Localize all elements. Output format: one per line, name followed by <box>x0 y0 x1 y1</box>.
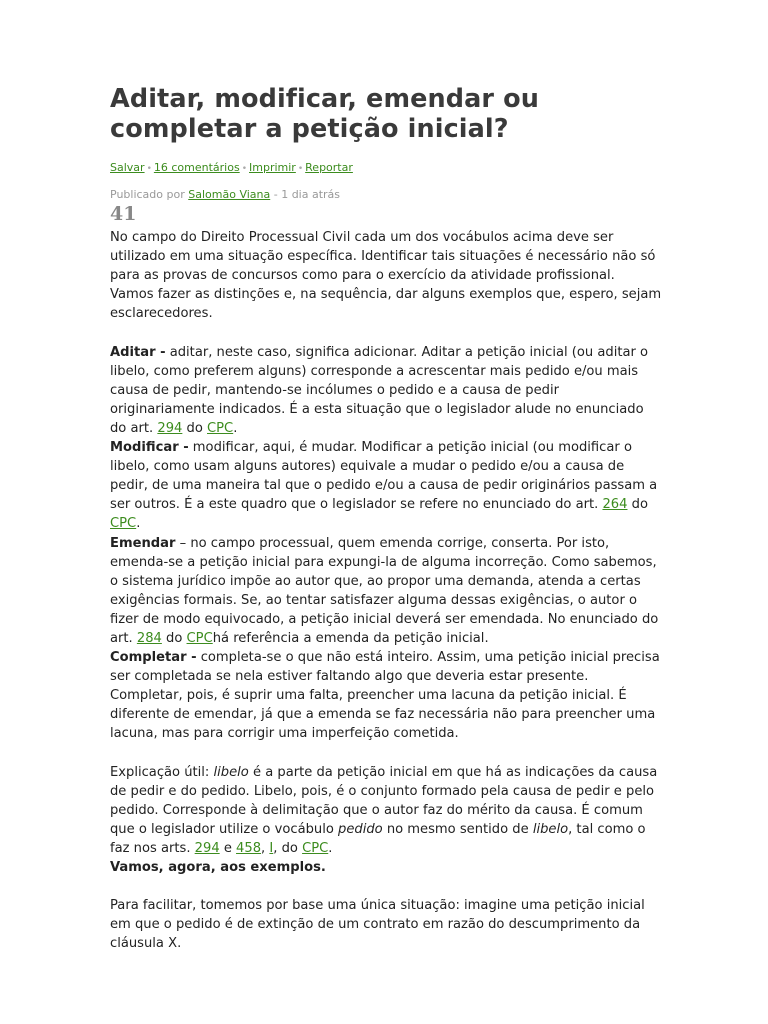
art-458-link[interactable]: 458 <box>236 841 262 856</box>
term-libelo: libelo <box>213 764 249 780</box>
art-294-link[interactable]: 294 <box>157 420 183 436</box>
explicacao-paragraph: Explicação útil: libelo é a parte da petição inicial em que há as indicações da causa de pedir e do pedido. Libelo, pois, é o conjunto formado pela causa de pedir e pelo pedido. Corresponde à delimitação que o autor faz do mérito da causa. É comum que o legislador utilize o vocábulo pedido no mesmo sentido de libelo, tal como o faz nos arts. 294 e 458, I, do CPC. <box>110 764 658 856</box>
article <box>110 84 662 954</box>
emendar-term: Emendar <box>110 535 176 551</box>
author-link[interactable]: Salomão Viana <box>188 188 271 201</box>
save-link[interactable]: Salvar <box>110 161 145 174</box>
art-284-link[interactable]: 284 <box>136 630 162 646</box>
art-294-link[interactable]: 294 <box>194 841 220 856</box>
emendar-paragraph: Emendar – no campo processual, quem emenda corrige, conserta. Por isto, emenda-se a petição inicial para expungi-la de alguma incorreção. Como sabemos, o sistema jurídico impõe ao autor que, ao propor uma demanda, atenda a certas exigências formais. Se, ao tentar satisfazer alguma dessas exigências, o autor o fizer de modo equivocado, a petição inicial deverá ser emendada. No enunciado do art. 284 do CPChá referência a emenda da petição inicial. <box>110 535 659 646</box>
aditar-term: Aditar - <box>110 344 166 360</box>
term-pedido: pedido <box>338 821 383 837</box>
separator-dot: • <box>297 164 304 174</box>
completar-paragraph: Completar - completa-se o que não está inteiro. Assim, uma petição inicial precisa ser completada se nela estiver faltando algo que deveria estar presente. Completar, pois, é suprir uma falta, preencher uma lacuna da petição inicial. É diferente de emendar, já que a emenda se faz necessária não para preencher uma lacuna, mas para corrigir uma imperfeição cometida. <box>110 650 660 742</box>
exemplos-heading: Vamos, agora, aos exemplos. <box>110 860 326 876</box>
final-paragraph: Para facilitar, tomemos por base uma única situação: imagine uma petição inicial em que o pedido é de extinção de um contrato em razão do descumprimento da cláusula X. <box>110 898 645 952</box>
cpc-link[interactable]: CPC <box>302 841 329 856</box>
comments-link[interactable]: 16 comentários <box>153 161 240 174</box>
byline <box>110 188 662 202</box>
modificar-term: Modificar - <box>110 440 189 456</box>
article-title: Aditar, modificar, emendar ou completar a petição inicial? <box>110 84 539 144</box>
byline-prefix: Publicado por <box>110 188 185 201</box>
term-libelo: libelo <box>532 821 569 837</box>
cpc-link[interactable]: CPC <box>110 516 137 532</box>
print-link[interactable]: Imprimir <box>249 161 296 174</box>
article-body <box>110 228 662 954</box>
aditar-paragraph: Aditar - aditar, neste caso, significa adicionar. Aditar a petição inicial (ou aditar o libelo, como preferem alguns) corresponde a acrescentar mais pedido e/ou mais causa de pedir, mantendo-se incólumes o pedido e a causa de pedir originariamente indicados. É a esta situação que o legislador alude no enunciado do art. 294 do CPC. <box>110 344 649 436</box>
intro-paragraph: No campo do Direito Processual Civil cada um dos vocábulos acima deve ser utilizado em uma situação específica. Identificar tais situações é necessário não só para as provas de concursos como para o exercício da atividade profissional. Vamos fazer as distinções e, na sequência, dar alguns exemplos que, espero, sejam esclarecedores. <box>110 230 662 322</box>
byline-time: - 1 dia atrás <box>273 188 341 201</box>
separator-dot: • <box>241 164 248 174</box>
art-264-link[interactable]: 264 <box>602 497 628 513</box>
cpc-link[interactable]: CPC <box>186 630 213 646</box>
cpc-link[interactable]: CPC <box>207 420 234 436</box>
inciso-i-link[interactable]: I <box>269 841 274 856</box>
vote-count: 41 <box>110 203 137 225</box>
report-link[interactable]: Reportar <box>305 161 353 174</box>
completar-term: Completar - <box>110 650 197 666</box>
article-actions <box>110 161 662 176</box>
modificar-paragraph: Modificar - modificar, aqui, é mudar. Modificar a petição inicial (ou modificar o libelo, como usam alguns autores) equivale a mudar o pedido e/ou a causa de pedir, de uma maneira tal que o pedido e/ou a causa de pedir originários passam a ser outros. É a este quadro que o legislador se refere no enunciado do art. 264 do CPC. <box>110 440 658 532</box>
separator-dot: • <box>146 164 152 174</box>
